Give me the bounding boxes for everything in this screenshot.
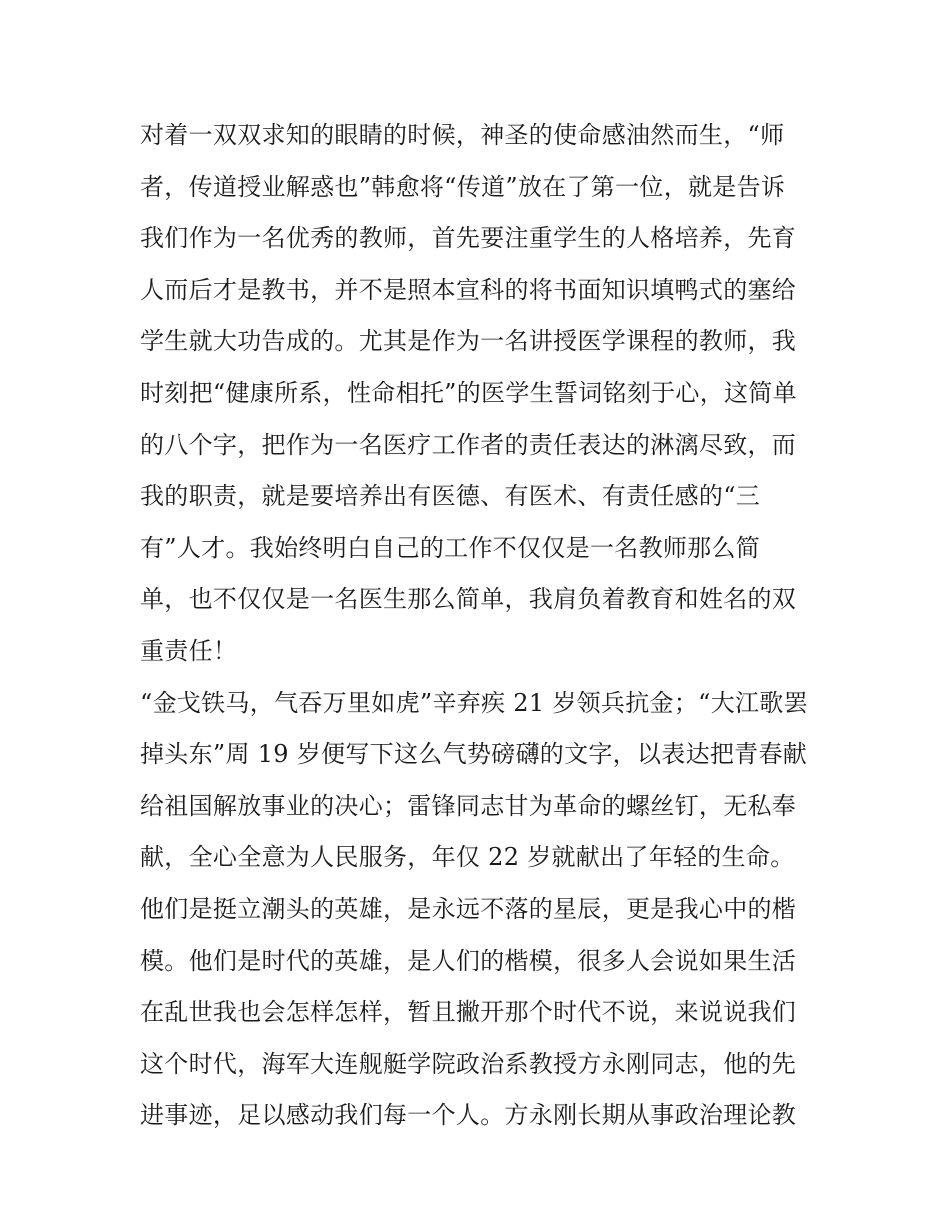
text-line: 我的职责，就是要培养出有医德、有医术、有责任感的“三 — [140, 482, 761, 511]
text-line: 有”人才。我始终明白自己的工作不仅仅是一名教师那么简 — [140, 533, 761, 562]
text-line: 他们是挺立潮头的英雄，是永远不落的星辰，更是我心中的楷 — [140, 894, 797, 923]
text-line: 这个时代，海军大连舰艇学院政治系教授方永刚同志，他的先 — [140, 1049, 797, 1078]
text-line: 进事迹，足以感动我们每一个人。方永刚长期从事政治理论教 — [140, 1101, 797, 1130]
text-line: 献，全心全意为人民服务，年仅 22 岁就献出了年轻的生命。 — [140, 843, 795, 872]
text-line: 对着一双双求知的眼睛的时候，神圣的使命感油然而生，“师 — [140, 121, 785, 149]
text-line: 在乱世我也会怎样怎样，暂且撇开那个时代不说，来说说我们 — [140, 998, 797, 1027]
text-line: “金戈铁马，气吞万里如虎”辛弃疾 21 岁领兵抗金；“大江歌罢 — [140, 688, 808, 717]
text-line: 时刻把“健康所系，性命相托”的医学生誓词铭刻于心，这简单 — [140, 378, 797, 407]
text-line: 模。他们是时代的英雄，是人们的楷模，很多人会说如果生活 — [140, 946, 797, 975]
text-line: 我们作为一名优秀的教师，首先要注重学生的人格培养，先育 — [140, 224, 797, 253]
text-line: 学生就大功告成的。尤其是作为一名讲授医学课程的教师，我 — [140, 327, 797, 356]
text-line: 者，传道授业解惑也”韩愈将“传道”放在了第一位，就是告诉 — [140, 172, 786, 201]
text-line: 单，也不仅仅是一名医生那么简单，我肩负着教育和姓名的双 — [140, 585, 797, 614]
text-line: 重责任！ — [140, 636, 238, 665]
text-line: 人而后才是教书，并不是照本宣科的将书面知识填鸭式的塞给 — [140, 275, 797, 304]
text-line: 的八个字，把作为一名医疗工作者的责任表达的淋漓尽致，而 — [140, 430, 797, 459]
body-text — [140, 110, 820, 1142]
text-line: 给祖国解放事业的决心；雷锋同志甘为革命的螺丝钉，无私奉 — [140, 791, 797, 820]
text-line: 掉头东”周 19 岁便写下这么气势磅礴的文字，以表达把青春献 — [140, 740, 808, 769]
